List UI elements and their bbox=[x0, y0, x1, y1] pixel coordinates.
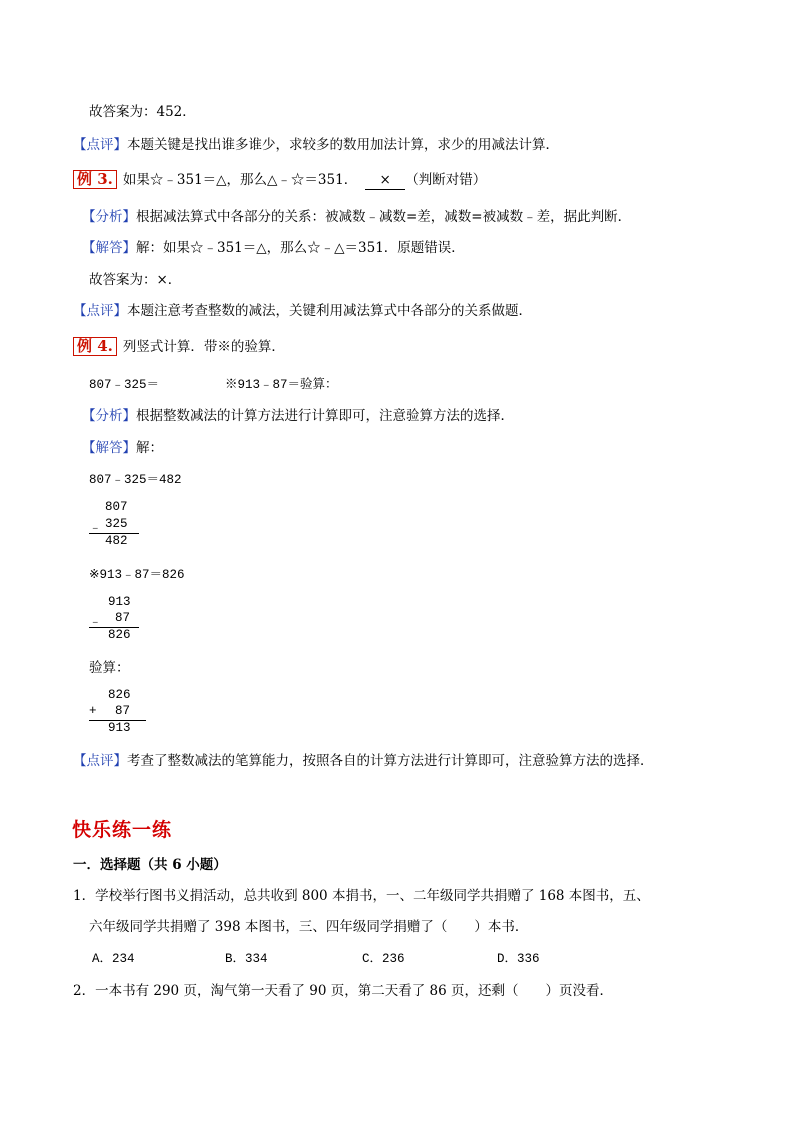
analysis-line bbox=[82, 407, 514, 425]
practice-heading: 快乐练一练 bbox=[72, 819, 173, 841]
vertical-bottom: 87 bbox=[115, 611, 131, 625]
analysis-text: 根据整数减法的计算方法进行计算即可，注意验算方法的选择． bbox=[136, 408, 514, 424]
vertical-bottom: 87 bbox=[115, 704, 131, 718]
vertical-operator: ﹣ bbox=[89, 521, 102, 535]
question-2: 2．一本书有 290 页，淘气第一天看了 90 页，第二天看了 86 页，还剩（ ）页没看． bbox=[73, 983, 613, 999]
comment-tag: 【点评】 bbox=[73, 753, 127, 769]
vertical-operator: + bbox=[89, 704, 97, 718]
vertical-top: 826 bbox=[108, 688, 131, 702]
analysis-text: 根据减法算式中各部分的关系：被减数﹣减数=差，减数=被减数﹣差，据此判断． bbox=[136, 209, 632, 225]
vertical-bottom: 325 bbox=[105, 517, 128, 531]
solution-line bbox=[82, 439, 163, 457]
question-1-line-2: 六年级同学共捐赠了 398 本图书，三、四年级同学捐赠了（ ）本书． bbox=[89, 919, 529, 935]
calc-item-2: ※913﹣87＝验算： bbox=[225, 378, 338, 392]
comment-text: 本题关键是找出谁多谁少，求较多的数用加法计算，求少的用减法计算． bbox=[127, 137, 559, 153]
equation-1: 807﹣325＝482 bbox=[89, 473, 182, 487]
question-text: 如果☆﹣351＝△，那么△﹣☆＝351． bbox=[122, 172, 358, 188]
solution-text: 解：如果☆﹣351＝△，那么☆﹣△＝351．原题错误． bbox=[136, 240, 465, 256]
check-label: 验算： bbox=[89, 660, 130, 676]
question-text: 列竖式计算．带※的验算． bbox=[122, 339, 285, 355]
solution-tag: 【解答】 bbox=[82, 240, 136, 256]
vertical-top: 807 bbox=[105, 500, 128, 514]
vertical-result: 826 bbox=[108, 628, 131, 642]
example-4-question bbox=[73, 337, 285, 356]
comment-tag: 【点评】 bbox=[73, 137, 127, 153]
example-badge: 例 3. bbox=[73, 170, 117, 189]
equation-2: ※913﹣87＝826 bbox=[89, 568, 185, 582]
question-suffix: （判断对错） bbox=[405, 172, 487, 188]
vertical-result: 913 bbox=[108, 721, 131, 735]
solution-tag: 【解答】 bbox=[82, 440, 136, 456]
calc-item-1: 807﹣325＝ bbox=[89, 378, 160, 392]
option-c: C．236 bbox=[362, 952, 405, 966]
comment-line bbox=[73, 136, 559, 154]
option-b: B．334 bbox=[225, 952, 268, 966]
solution-line bbox=[82, 239, 465, 257]
analysis-tag: 【分析】 bbox=[82, 209, 136, 225]
example-3-question bbox=[73, 170, 486, 190]
vertical-top: 913 bbox=[108, 595, 131, 609]
answer-line: 故答案为：×． bbox=[89, 272, 182, 288]
analysis-line bbox=[82, 208, 631, 226]
option-d: D．336 bbox=[497, 952, 540, 966]
comment-tag: 【点评】 bbox=[73, 303, 127, 319]
vertical-result: 482 bbox=[105, 534, 128, 548]
example-badge: 例 4. bbox=[73, 337, 117, 356]
comment-text: 本题注意考查整数的减法，关键利用减法算式中各部分的关系做题． bbox=[127, 303, 532, 319]
solution-text: 解： bbox=[136, 440, 163, 456]
analysis-tag: 【分析】 bbox=[82, 408, 136, 424]
vertical-operator: ﹣ bbox=[89, 615, 102, 629]
comment-line bbox=[73, 302, 532, 320]
answer-line: 故答案为：452． bbox=[89, 104, 196, 120]
comment-text: 考查了整数减法的笔算能力，按照各自的计算方法进行计算即可，注意验算方法的选择． bbox=[127, 753, 654, 769]
option-a: A．234 bbox=[92, 952, 135, 966]
answer-blank: × bbox=[365, 171, 405, 190]
section-title: 一．选择题（共 6 小题） bbox=[73, 857, 227, 873]
comment-line bbox=[73, 752, 654, 770]
question-1-line-1: 1．学校举行图书义捐活动，总共收到 800 本捐书，一、二年级同学共捐赠了 168 本图书，五、 bbox=[73, 888, 650, 904]
